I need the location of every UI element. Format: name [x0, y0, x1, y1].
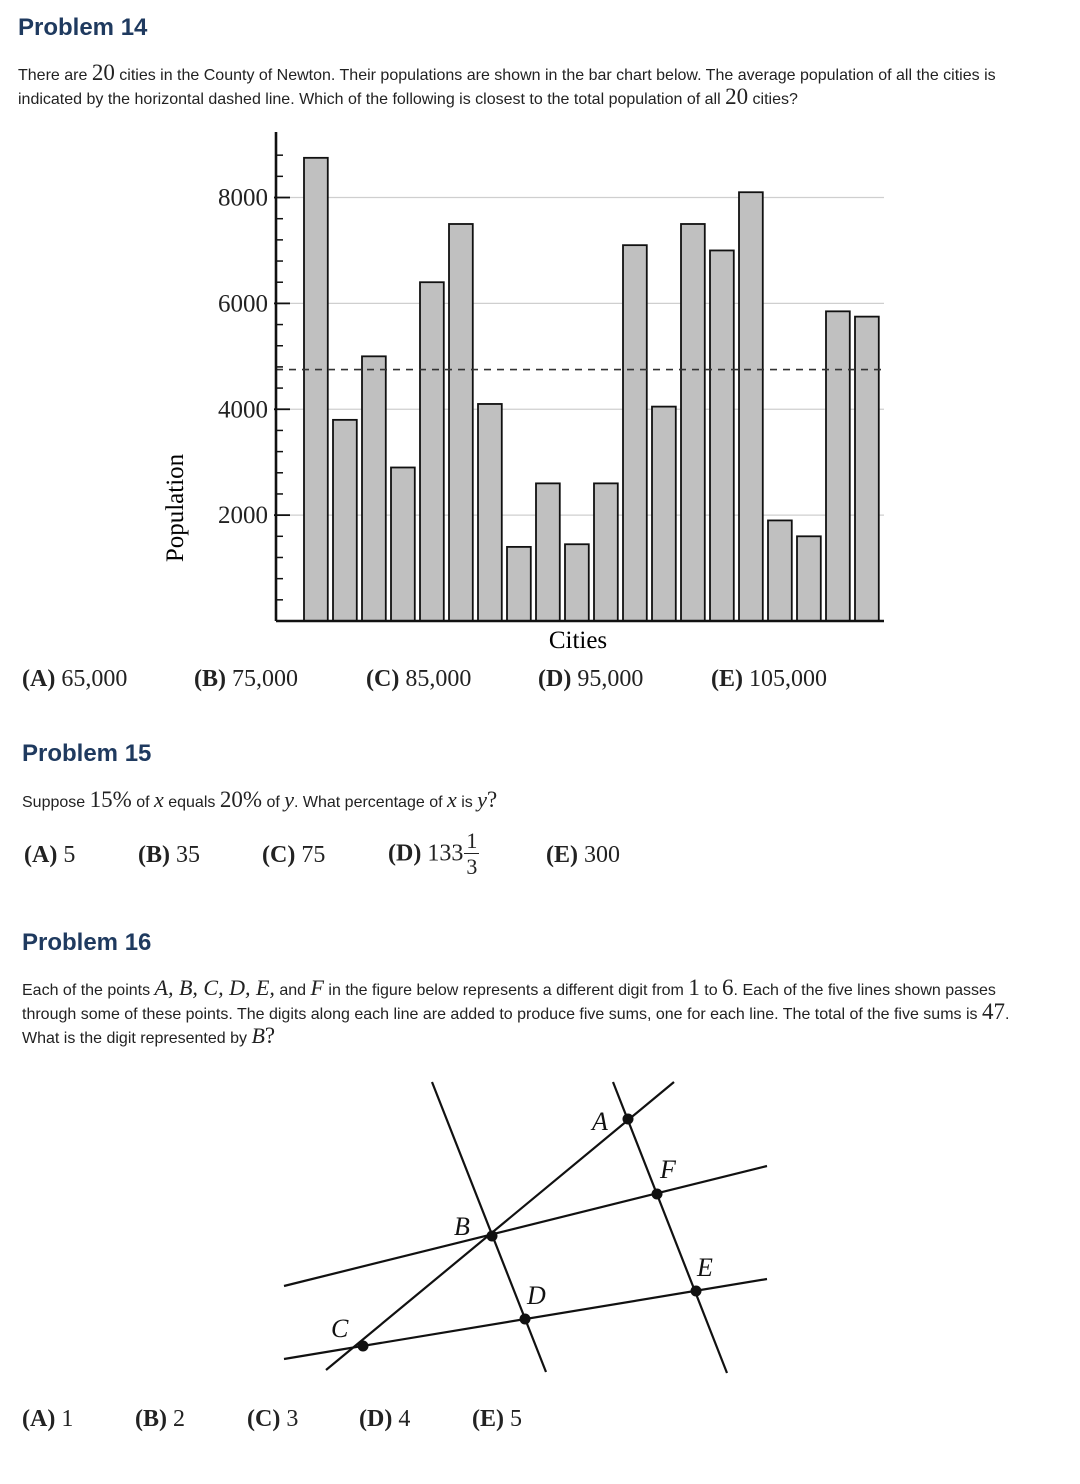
y-axis-label: Population [162, 453, 189, 563]
text-segment: to [699, 982, 723, 999]
bar-city-5 [420, 282, 444, 621]
choice-letter: (B) [135, 1406, 167, 1432]
problem-15-text [22, 789, 1022, 813]
problem-14-text [18, 62, 1028, 110]
label-e: E [697, 1253, 713, 1282]
choice-letter: (C) [366, 666, 400, 692]
math-variable: x [154, 787, 164, 812]
choice-a[interactable] [22, 666, 127, 693]
choice-value: 4 [398, 1406, 411, 1432]
choice-value: 5 [510, 1406, 522, 1432]
bar-city-18 [797, 536, 821, 621]
math-variable: y [284, 787, 294, 812]
population-bar-chart [0, 125, 1080, 665]
math-number: 20% [219, 787, 262, 812]
label-f: F [660, 1155, 676, 1184]
choice-e[interactable] [711, 666, 827, 693]
problem-14-choices [0, 666, 1080, 698]
bar-city-19 [826, 311, 850, 621]
problem-15-title: Problem 15 [22, 740, 152, 767]
text-segment: of [262, 794, 285, 811]
math-variable: B [251, 1023, 265, 1048]
text-segment: cities? [748, 91, 798, 108]
choice-letter: (A) [22, 666, 56, 692]
choice-letter: (C) [262, 842, 296, 868]
math-number: 15% [89, 787, 132, 812]
bar-city-10 [565, 544, 589, 621]
choice-b[interactable] [135, 1406, 185, 1433]
text-segment: cities in the County of Newton. Their populations are shown in the bar chart below. The average population of all the cities is indicated by the horizontal dashed line. Which of the following is closest to the total population of all [18, 67, 996, 108]
choice-a[interactable] [22, 1406, 73, 1433]
bar-city-7 [478, 404, 502, 621]
line-b-f [284, 1166, 767, 1286]
math-number: 1 [688, 975, 700, 1000]
choice-c[interactable] [247, 1406, 298, 1433]
bar-city-14 [681, 224, 705, 621]
y-tick-label: 6000 [218, 290, 268, 318]
point-d [520, 1314, 531, 1325]
bar-city-13 [652, 407, 676, 621]
bar-city-1 [304, 158, 328, 621]
choice-letter: (E) [472, 1406, 504, 1432]
y-tick-label: 4000 [218, 396, 268, 424]
point-b [487, 1231, 498, 1242]
text-segment: equals [163, 794, 220, 811]
bar-city-15 [710, 250, 734, 621]
choice-letter: (D) [538, 666, 572, 692]
choice-letter: (E) [711, 666, 743, 692]
bar-city-2 [333, 420, 357, 621]
choice-b[interactable] [138, 842, 200, 869]
line-b-d [432, 1082, 546, 1372]
text-segment: There are [18, 67, 92, 84]
label-a: A [592, 1107, 608, 1136]
math-number: 6 [722, 975, 734, 1000]
text-segment: Suppose [22, 794, 90, 811]
text-segment: of [131, 794, 155, 811]
chart-bars [304, 158, 879, 621]
problem-16-text [22, 977, 1032, 1049]
text-segment: . What percentage of [294, 794, 447, 811]
choice-value: 1 [61, 1406, 74, 1432]
choice-d[interactable] [388, 830, 479, 878]
choice-value: 95,000 [577, 666, 644, 692]
math-points: A, B, C, D, E, [154, 975, 275, 1000]
fraction-denominator: 3 [466, 854, 478, 879]
choice-value: 75 [301, 842, 326, 868]
choice-letter: (E) [546, 842, 578, 868]
choice-d[interactable] [359, 1406, 410, 1433]
label-b: B [454, 1212, 470, 1241]
text-segment: Each of the points [22, 982, 155, 999]
choice-letter: (A) [24, 842, 58, 868]
choice-letter: (B) [138, 842, 170, 868]
bar-city-16 [739, 192, 763, 621]
point-c [358, 1341, 369, 1352]
point-e [691, 1286, 702, 1297]
x-axis-label: Cities [548, 627, 608, 654]
figure-points [358, 1114, 702, 1352]
bar-city-20 [855, 317, 879, 621]
choice-value: 5 [63, 842, 76, 868]
text-segment: in the figure below represents a different digit from [323, 982, 689, 999]
label-c: C [331, 1314, 349, 1343]
choice-value: 65,000 [61, 666, 128, 692]
choice-e[interactable] [546, 842, 620, 869]
choice-letter: (D) [359, 1406, 393, 1432]
choice-letter: (C) [247, 1406, 281, 1432]
math-variable: x [446, 787, 457, 812]
choice-c[interactable] [262, 842, 325, 869]
choice-letter: (D) [388, 840, 422, 867]
bar-city-3 [362, 356, 386, 621]
problem-15-choices [0, 830, 1080, 886]
choice-value: 105,000 [749, 666, 827, 692]
figure-lines [284, 1082, 767, 1373]
choice-e[interactable] [472, 1406, 522, 1433]
problem-14-title: Problem 14 [18, 14, 148, 41]
choice-letter: (B) [194, 666, 226, 692]
choice-b[interactable] [194, 666, 298, 693]
choice-value: 75,000 [232, 666, 298, 692]
bar-city-8 [507, 547, 531, 621]
problem-16-title: Problem 16 [22, 929, 152, 956]
bar-city-6 [449, 224, 473, 621]
choice-value: 133 [427, 840, 464, 867]
choice-value: 2 [173, 1406, 185, 1432]
line-c-b-a [326, 1082, 674, 1370]
line-c-d-e [284, 1279, 767, 1359]
line-a-f-e [613, 1082, 727, 1373]
point-a [623, 1114, 634, 1125]
choice-value: 85,000 [405, 666, 472, 692]
choice-value: 300 [584, 842, 620, 868]
math-variable: F [310, 975, 324, 1000]
problem-16-choices [0, 1406, 1080, 1438]
chart-ticks [218, 155, 290, 600]
y-tick-label: 2000 [218, 502, 268, 530]
choice-c[interactable] [366, 666, 471, 693]
bar-city-11 [594, 483, 618, 621]
text-segment: . Each of the five lines shown passes through some of these points. The digits along each line are added to produce five sums, one for each line. The total of the five sums is [22, 982, 996, 1023]
choice-letter: (A) [22, 1406, 56, 1432]
label-d: D [527, 1281, 546, 1310]
text-segment: and [274, 982, 311, 999]
text-segment: . What is the digit represented by [22, 1006, 1010, 1047]
math-variable: y [477, 787, 487, 812]
fraction [464, 830, 479, 878]
choice-value: 35 [176, 842, 200, 868]
bar-city-9 [536, 483, 560, 621]
bar-city-17 [768, 520, 792, 621]
text-segment: is [456, 794, 478, 811]
bar-city-12 [623, 245, 647, 621]
math-punct: ? [486, 787, 498, 812]
math-punct: ? [264, 1023, 276, 1048]
math-number: 47 [981, 999, 1005, 1024]
choice-a[interactable] [24, 842, 75, 869]
math-number: 20 [725, 84, 749, 109]
choice-value: 3 [286, 1406, 299, 1432]
y-tick-label: 8000 [218, 184, 268, 212]
choice-d[interactable] [538, 666, 643, 693]
math-number: 20 [91, 60, 115, 85]
point-f [652, 1189, 663, 1200]
fraction-numerator: 1 [466, 828, 478, 853]
bar-city-4 [391, 467, 415, 621]
